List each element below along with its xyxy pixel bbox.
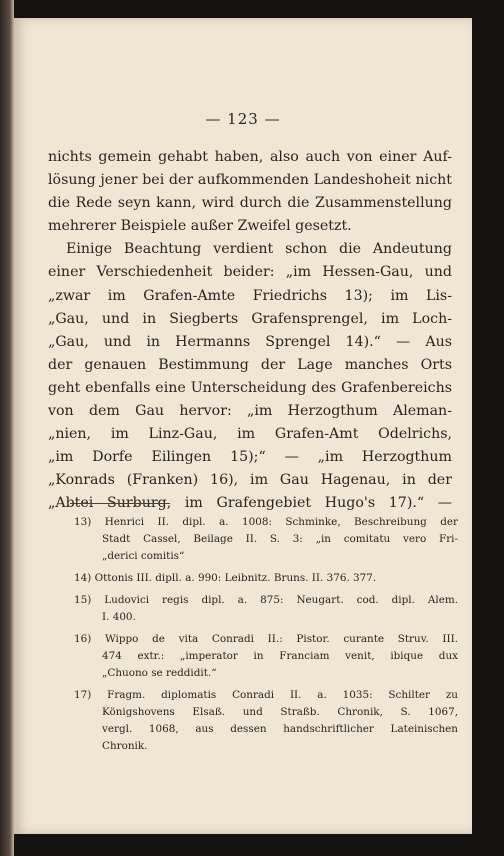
footnote-line: 14) Ottonis III. dipll. a. 990: Leibnitz. Bruns. II. 376. 377.: [74, 572, 377, 584]
footnote-line: 16) Wippo de vita Conradi II.: Pistor. curante Struv. III.: [74, 633, 458, 645]
body-line: lösung jener bei der aufkommenden Landeshoheit nicht: [48, 172, 452, 189]
page-number: — 123 —: [205, 110, 281, 128]
body-line: „Gau, und in Hermanns Sprengel 14).“ — Aus: [48, 333, 452, 350]
footnote-line: „Chuono se reddidit.“: [102, 667, 217, 679]
footnote-line: 13) Henrici II. dipl. a. 1008: Schminke, Beschreibung der: [74, 516, 458, 528]
body-line: Einige Beachtung verdient schon die Andeutung: [66, 241, 452, 258]
body-line: geht ebenfalls eine Unterscheidung des Grafenbereichs: [48, 379, 452, 396]
body-line: „nien, im Linz-Gau, im Grafen-Amt Odelrichs,: [48, 426, 452, 443]
footnote-16: [74, 631, 458, 682]
footnote-line: Stadt Cassel, Beilage II. S. 3: „in comitatu vero Fri-: [102, 533, 458, 545]
footnote-14: [74, 570, 458, 587]
footnote-line: „derici comitis“: [102, 550, 185, 562]
footnote-line: I. 400.: [102, 611, 136, 623]
body-line: „Abtei Surburg, im Grafengebiet Hugo's 17).“ —: [48, 495, 452, 512]
body-line: mehrerer Beispiele außer Zweifel gesetzt.: [48, 218, 352, 235]
footnote-divider: [70, 503, 170, 504]
book-page: [14, 18, 472, 834]
footnote-line: Königshovens Elsaß. und Straßb. Chronik, S. 1067,: [102, 706, 458, 718]
body-line: „Konrads (Franken) 16), im Gau Hagenau, in der: [48, 472, 452, 489]
footnote-17: [74, 687, 458, 755]
book-spine-shadow: [0, 0, 14, 856]
body-line: einer Verschiedenheit beider: „im Hessen-Gau, und: [48, 264, 452, 281]
footnote-line: 15) Ludovici regis dipl. a. 875: Neugart. cod. dipl. Alem.: [74, 594, 458, 606]
body-line: „Gau, und in Siegberts Grafensprengel, im Loch-: [48, 310, 452, 327]
body-line: der genauen Bestimmung der Lage manches Orts: [48, 356, 452, 373]
body-line: von dem Gau hervor: „im Herzogthum Aleman-: [48, 403, 452, 420]
footnote-15: [74, 592, 458, 626]
body-line: „zwar im Grafen-Amte Friedrichs 13); im Lis-: [48, 287, 452, 304]
footnotes: [74, 514, 458, 760]
footnote-line: Chronik.: [102, 740, 148, 752]
body-line: die Rede seyn kann, wird durch die Zusammenstellung: [48, 195, 452, 212]
footnote-line: 474 extr.: „imperator in Franciam venit, ibique dux: [102, 650, 458, 662]
footnote-line: 17) Fragm. diplomatis Conradi II. a. 1035: Schilter zu: [74, 689, 458, 701]
footnote-13: [74, 514, 458, 565]
body-text: [48, 146, 452, 516]
body-line: „im Dorfe Eilingen 15);“ — „im Herzogthum: [48, 449, 452, 466]
footnote-line: vergl. 1068, aus dessen handschriftlicher Lateinischen: [102, 723, 458, 735]
body-line: nichts gemein gehabt haben, also auch von einer Auf-: [48, 149, 452, 165]
